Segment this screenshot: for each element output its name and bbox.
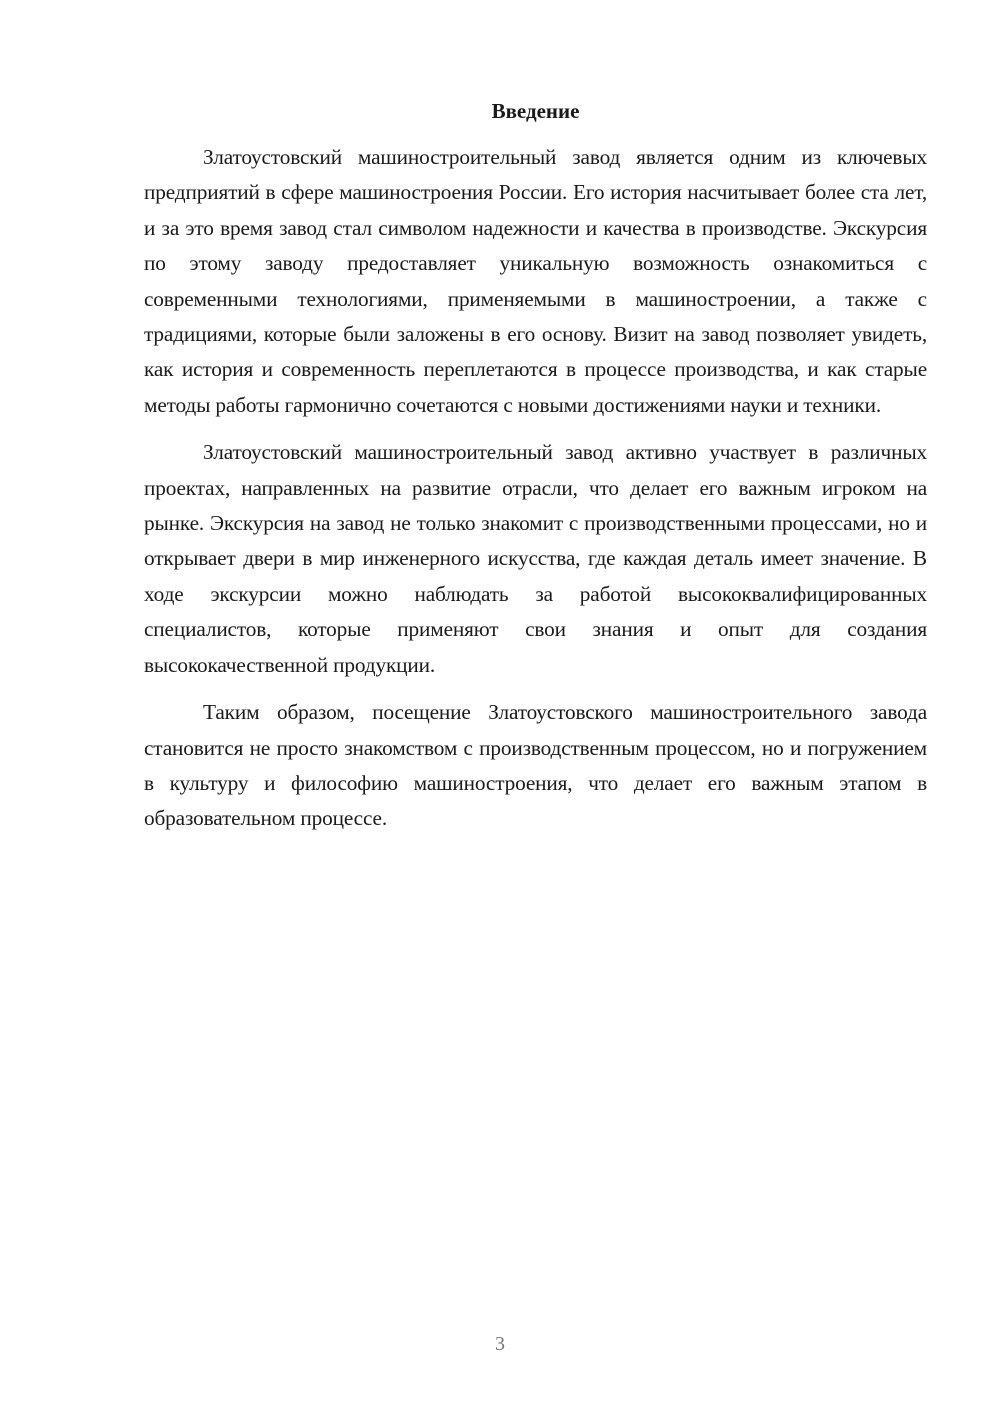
paragraph-3: Таким образом, посещение Златоустовского машиностроительного завода становится не просто знакомством с производственным процессом, но и погружением в культуру и философию машиностроения, что делает его важным этапом в образовательном процессе.	[144, 700, 927, 831]
page-number: 3	[495, 1333, 505, 1355]
paragraph-1: Златоустовский машиностроительный завод является одним из ключевых предприятий в сфере машиностроения России. Его история насчитывает более ста лет, и за это время завод стал символом надежности и качества в производстве. Экскурсия по этому заводу предоставляет уникальную возможность ознакомиться с современными технологиями, применяемыми в машиностроении, а также с традициями, которые были заложены в его основу. Визит на завод позволяет увидеть, как история и современность переплетаются в процессе производства, и как старые методы работы гармонично сочетаются с новыми достижениями науки и техники.	[144, 145, 927, 417]
page-content	[144, 96, 927, 849]
paragraph-2: Златоустовский машиностроительный завод активно участвует в различных проектах, направленных на развитие отрасли, что делает его важным игроком на рынке. Экскурсия на завод не только знакомит с производственными процессами, но и открывает двери в мир инженерного искусства, где каждая деталь имеет значение. В ходе экскурсии можно наблюдать за работой высококвалифицированных специалистов, которые применяют свои знания и опыт для создания высококачественной продукции.	[144, 440, 927, 677]
section-title: Введение	[491, 99, 580, 123]
